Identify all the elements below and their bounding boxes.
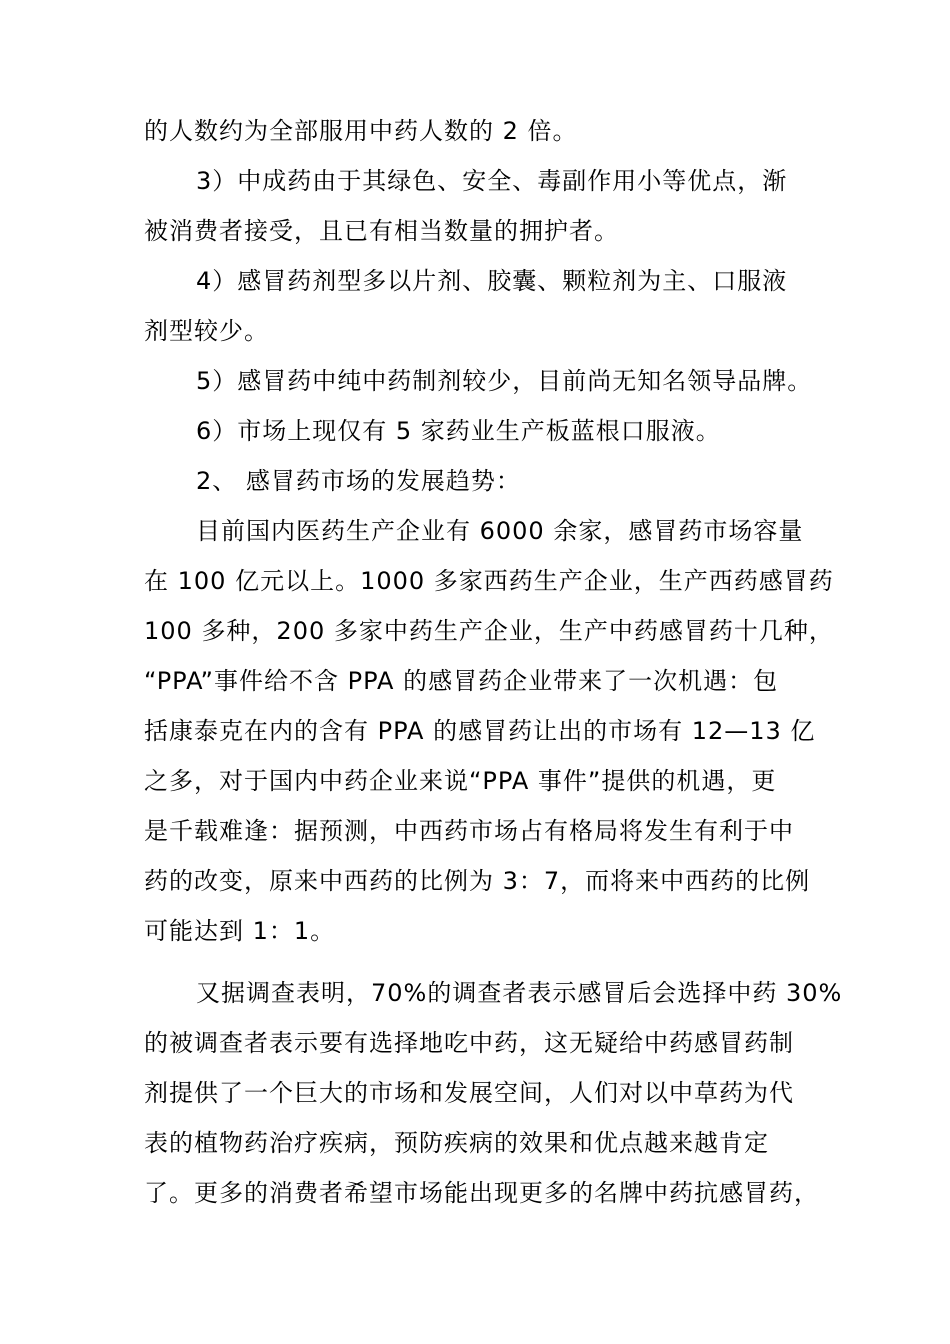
paragraph-gap (144, 956, 814, 968)
text-line: 在 100 亿元以上。1000 多家西药生产企业，生产西药感冒药 (144, 567, 834, 595)
text-line: 药的改变，原来中西药的比例为 3：7，而将来中西药的比例 (144, 867, 811, 895)
text-line: 又据调查表明，70%的调查者表示感冒后会选择中药 30% (196, 979, 843, 1007)
text-line: 6）市场上现仅有 5 家药业生产板蓝根口服液。 (196, 417, 721, 445)
text-line: 剂提供了一个巨大的市场和发展空间，人们对以中草药为代 (144, 1079, 794, 1107)
text-line: 之多，对于国内中药企业来说“PPA 事件”提供的机遇，更 (144, 767, 777, 795)
text-line: 了。更多的消费者希望市场能出现更多的名牌中药抗感冒药， (144, 1179, 819, 1207)
text-line: 3）中成药由于其绿色、安全、毒副作用小等优点，渐 (196, 167, 788, 195)
text-line: 表的植物药治疗疾病，预防疾病的效果和优点越来越肯定 (144, 1129, 769, 1157)
text-line: 目前国内医药生产企业有 6000 余家，感冒药市场容量 (196, 517, 804, 545)
section-heading: 2、 感冒药市场的发展趋势： (196, 467, 521, 495)
text-line: 的被调查者表示要有选择地吃中药，这无疑给中药感冒药制 (144, 1029, 794, 1057)
text-line: 100 多种，200 多家中药生产企业，生产中药感冒药十几种， (144, 617, 834, 645)
text-line: 被消费者接受，且已有相当数量的拥护者。 (144, 217, 619, 245)
text-line: 的人数约为全部服用中药人数的 2 倍。 (144, 117, 578, 145)
text-line: “PPA”事件给不含 PPA 的感冒药企业带来了一次机遇：包 (144, 667, 779, 695)
text-line: 4）感冒药剂型多以片剂、胶囊、颗粒剂为主、口服液 (196, 267, 788, 295)
text-line: 可能达到 1：1。 (144, 917, 336, 945)
text-line: 剂型较少。 (144, 317, 269, 345)
text-line: 括康泰克在内的含有 PPA 的感冒药让出的市场有 12—13 亿 (144, 717, 816, 745)
text-line: 5）感冒药中纯中药制剂较少，目前尚无知名领导品牌。 (196, 367, 813, 395)
text-line: 是千载难逢：据预测，中西药市场占有格局将发生有利于中 (144, 817, 794, 845)
document-body (144, 106, 843, 1218)
